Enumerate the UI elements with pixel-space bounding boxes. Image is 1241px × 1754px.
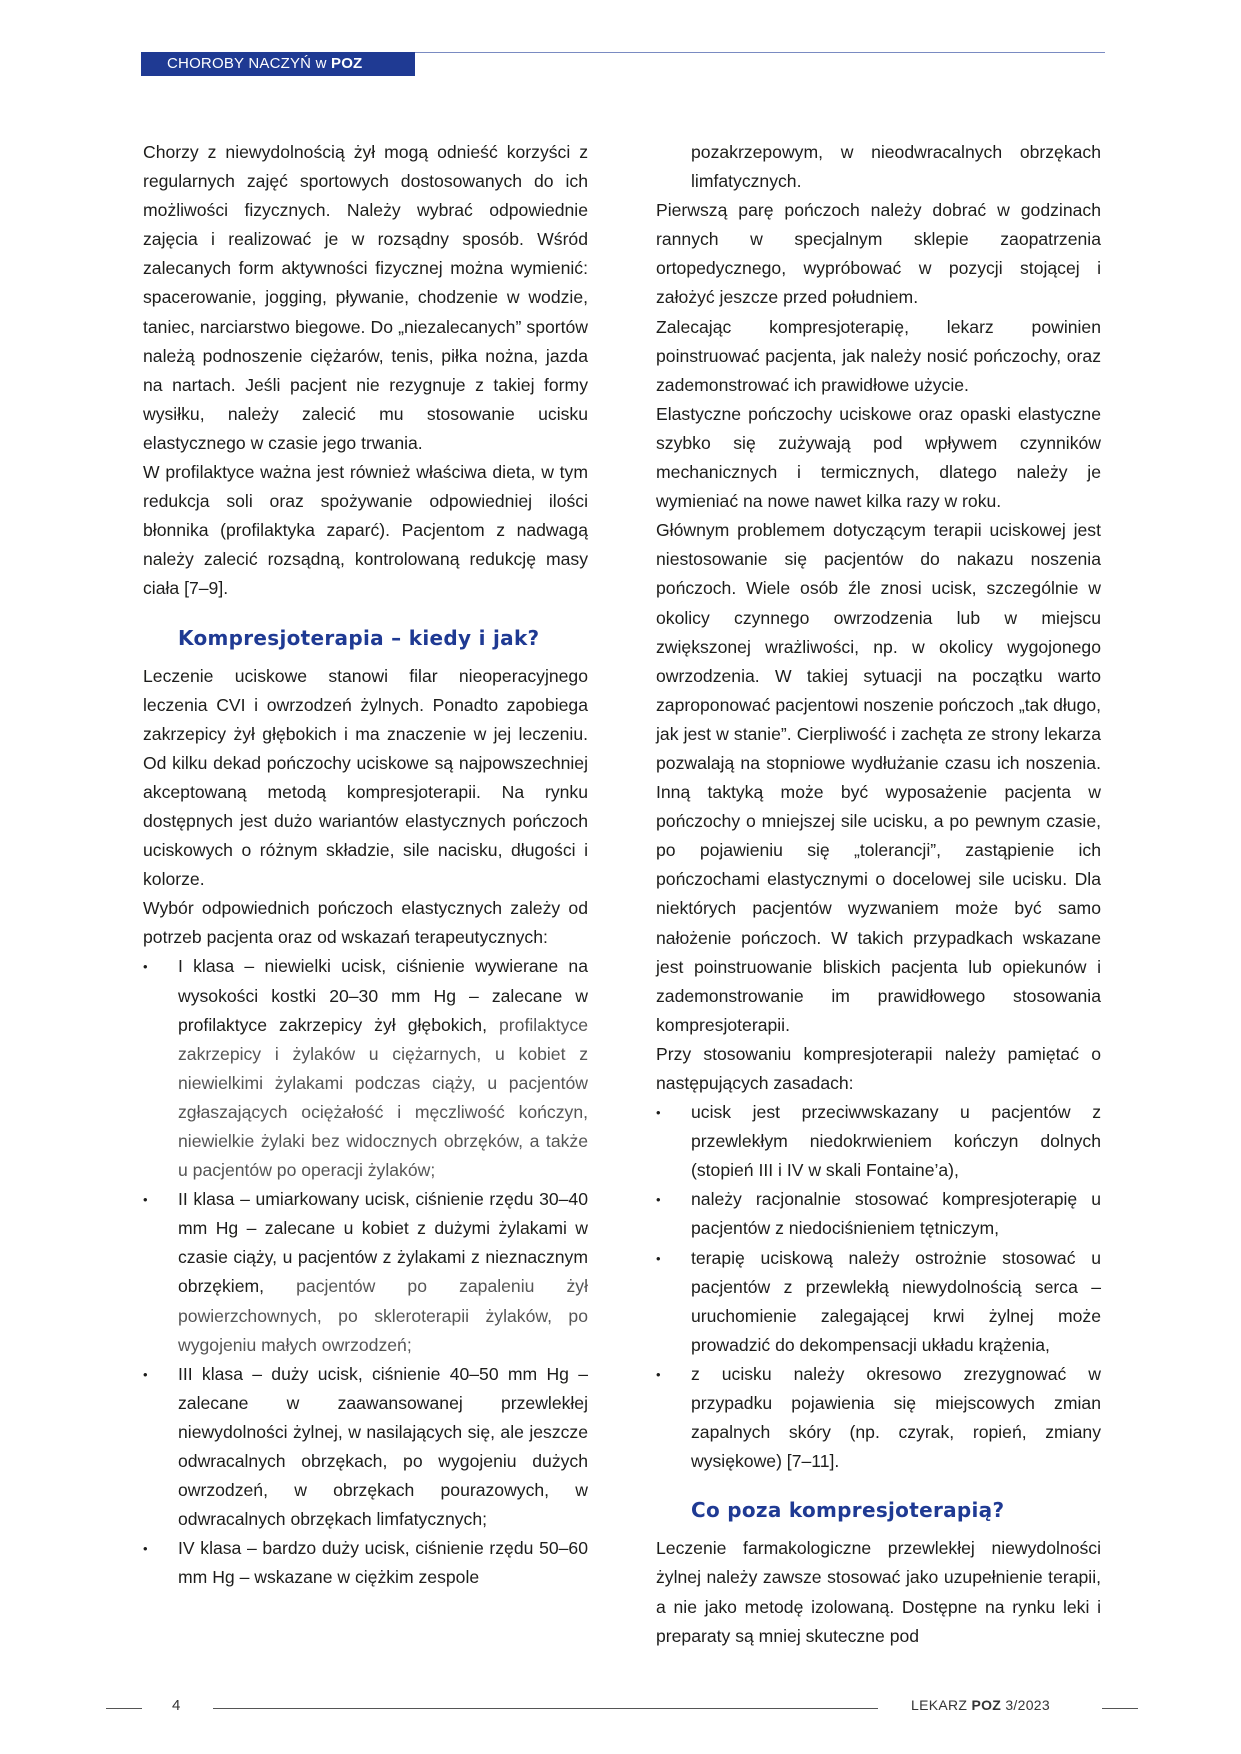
footer-divider bbox=[106, 1708, 142, 1709]
list-item-text: IV klasa – bardzo duży ucisk, ciśnienie rzędu 50–60 mm Hg – wskazane w ciężkim zespole bbox=[178, 1538, 588, 1588]
paragraph: Pierwszą parę pończoch należy dobrać w godzinach rannych w specjalnym sklepie zaopatrzenia ortopedycznego, wypróbować w pozycji stojącej i założyć jeszcze przed południem. bbox=[656, 200, 1101, 308]
section-header-prefix: CHOROBY NACZYŃ w bbox=[167, 55, 331, 72]
list-item bbox=[143, 1534, 588, 1592]
list-item-text: I klasa – niewielki ucisk, ciśnienie wywierane na wysokości kostki 20–30 mm Hg – zalecane w profilaktyce zakrzepicy żył głębokich, bbox=[178, 956, 588, 1035]
paragraph: Elastyczne pończochy uciskowe oraz opaski elastyczne szybko się zużywają pod wpływem czynników mechanicznych i termicznych, dlatego należy je wymieniać na nowe nawet kilka razy w roku. bbox=[656, 403, 1101, 512]
list-item-text: II klasa – umiarkowany ucisk, ciśnienie rzędu 30–40 mm Hg – zalecane u kobiet z dużymi żylakami w czasie ciąży, u pacjentów z żylakami z nieznacznym obrzękiem, bbox=[178, 1189, 588, 1297]
footer-divider bbox=[213, 1708, 878, 1709]
paragraph: Chorzy z niewydolnością żył mogą odnieść korzyści z regularnych zajęć sportowych dostosowanych do ich możliwości fizycznych. Należy wybrać odpowiednie zajęcia i realizować je w rozsądny sposób. Wśród zalecanych form aktywności fizycznej można wymienić: spacerowanie, jogging, pływanie, chodzenie w wodzie, taniec, narciarstwo biegowe. Do „niezalecanych” sportów należą podnoszenie ciężarów, tenis, piłka nożna, jazda na nartach. Jeśli pacjent nie rezygnuje z takiej formy wysiłku, należy zalecić mu stosowanie ucisku elastycznego w czasie jego trwania. bbox=[143, 142, 588, 453]
list-item-text-grey: profilaktyce zakrzepicy i żylaków u ciężarnych, u kobiet z niewielkimi żylakami podczas ciąży, u pacjentów zgłaszających ociężałość i męczliwość kończyn, niewielkie żylaki bez widocznych obrzęków, a także u pacjentów po operacji żylaków; bbox=[178, 1014, 588, 1181]
paragraph: Zalecając kompresjoterapię, lekarz powinien poinstruować pacjenta, jak należy nosić pończochy, oraz zademonstrować ich prawidłowe użycie. bbox=[656, 316, 1101, 395]
journal-prefix: LEKARZ bbox=[911, 1697, 972, 1713]
section-header-bold: POZ bbox=[330, 55, 363, 72]
list-item: • z ucisku należy okresowo zrezygnować w przypadku pojawienia się miejscowych zmian zapalnych skóry (np. czyrak, ropień, zmiany wysiękowe) [7–11]. bbox=[656, 1360, 1101, 1476]
section-heading: Kompresjoterapia – kiedy i jak? bbox=[178, 625, 540, 650]
list-item bbox=[143, 1185, 588, 1360]
page-number: 4 bbox=[172, 1697, 181, 1714]
list-item-text-grey: pacjentów po zapaleniu żył powierzchownych, po skleroterapii żylaków, po wygojeniu małych owrzodzeń; bbox=[178, 1276, 588, 1355]
paragraph: Głównym problemem dotyczącym terapii uciskowej jest niestosowanie się pacjentów do nakazu noszenia pończoch. Wiele osób źle znosi ucisk, szczególnie w okolicy czynnego owrzodzenia lub w miejscu zwiększonej wrażliwości, np. w okolicy wygojonego owrzodzenia. W takiej sytuacji na początku warto zaproponować pacjentowi noszenie pończoch „tak długo, jak jest w stanie”. Cierpliwość i zachęta ze strony lekarza pozwalają na stopniowe wydłużanie czasu ich noszenia. Inną taktyką może być wyposażenie pacjenta w pończochy o mniejszej sile ucisku, a po pewnym czasie, po pojawieniu się „tolerancji”, zastąpienie ich pończochami elastycznymi o docelowej sile ucisku. Dla niektórych pacjentów wyzwaniem może być samo nałożenie pończoch. W takich przypadkach wskazane jest poinstruowanie bliskich pacjenta lub opiekunów i zademonstrowanie im prawidłowego stosowania kompresjoterapii. bbox=[656, 520, 1102, 1035]
paragraph: W profilaktyce ważna jest również właściwa dieta, w tym redukcja soli oraz spożywanie odpowiedniej ilości błonnika (profilaktyka zaparć). Pacjentom z nadwagą należy zalecić rozsądną, kontrolowaną redukcję masy ciała [7–9]. bbox=[143, 462, 588, 599]
list-continuation: pozakrzepowym, w nieodwracalnych obrzękach limfatycznych. bbox=[691, 142, 1101, 192]
paragraph: Przy stosowaniu kompresjoterapii należy pamiętać o następujących zasadach: bbox=[656, 1043, 1101, 1093]
header-divider bbox=[415, 52, 1105, 53]
compression-classes-list bbox=[143, 952, 588, 1592]
journal-bold: POZ bbox=[971, 1697, 1002, 1713]
rules-list bbox=[656, 1098, 1101, 1476]
section-header bbox=[141, 52, 415, 76]
paragraph: Leczenie farmakologiczne przewlekłej niewydolności żylnej należy zawsze stosować jako uzupełnienie terapii, a nie jako metodę izolowaną. Dostępne na rynku leki i preparaty są mniej skuteczne pod bbox=[656, 1538, 1101, 1646]
footer-divider bbox=[1102, 1708, 1138, 1709]
left-column bbox=[143, 138, 588, 1593]
list-item-text: III klasa – duży ucisk, ciśnienie 40–50 mm Hg – zalecane w zaawansowanej przewlekłej niewydolności żylnej, w nasilających się, ale jeszcze odwracalnych obrzękach, po wygojeniu dużych owrzodzeń, w obrzękach pourazowych, w odwracalnych obrzękach limfatycznych; bbox=[178, 1363, 588, 1530]
list-item bbox=[143, 952, 588, 1185]
list-item: • ucisk jest przeciwwskazany u pacjentów z przewlekłym niedokrwieniem kończyn dolnych (stopień III i IV w skali Fontaine’a), bbox=[656, 1098, 1101, 1185]
list-item: • terapię uciskową należy ostrożnie stosować u pacjentów z przewlekłą niewydolnością serca – uruchomienie zalegającej krwi żylnej może prowadzić do dekompensacji układu krążenia, bbox=[656, 1244, 1101, 1360]
paragraph: Wybór odpowiednich pończoch elastycznych zależy od potrzeb pacjenta oraz od wskazań terapeutycznych: bbox=[143, 898, 588, 948]
section-heading: Co poza kompresjoterapią? bbox=[691, 1498, 1005, 1523]
list-item bbox=[143, 1360, 588, 1535]
journal-label bbox=[911, 1697, 1050, 1713]
list-item: • należy racjonalnie stosować kompresjoterapię u pacjentów z niedociśnieniem tętniczym, bbox=[656, 1185, 1101, 1243]
journal-issue: 3/2023 bbox=[1001, 1697, 1050, 1713]
paragraph: Leczenie uciskowe stanowi filar nieoperacyjnego leczenia CVI i owrzodzeń żylnych. Ponadto zapobiega zakrzepicy żył głębokich i ma znaczenie w jej leczeniu. Od kilku dekad pończochy uciskowe są najpowszechniej akceptowaną metodą kompresjoterapii. Na rynku dostępnych jest dużo wariantów elastycznych pończoch uciskowych o różnym składzie, sile nacisku, długości i kolorze. bbox=[143, 665, 588, 890]
right-column bbox=[656, 138, 1101, 1651]
